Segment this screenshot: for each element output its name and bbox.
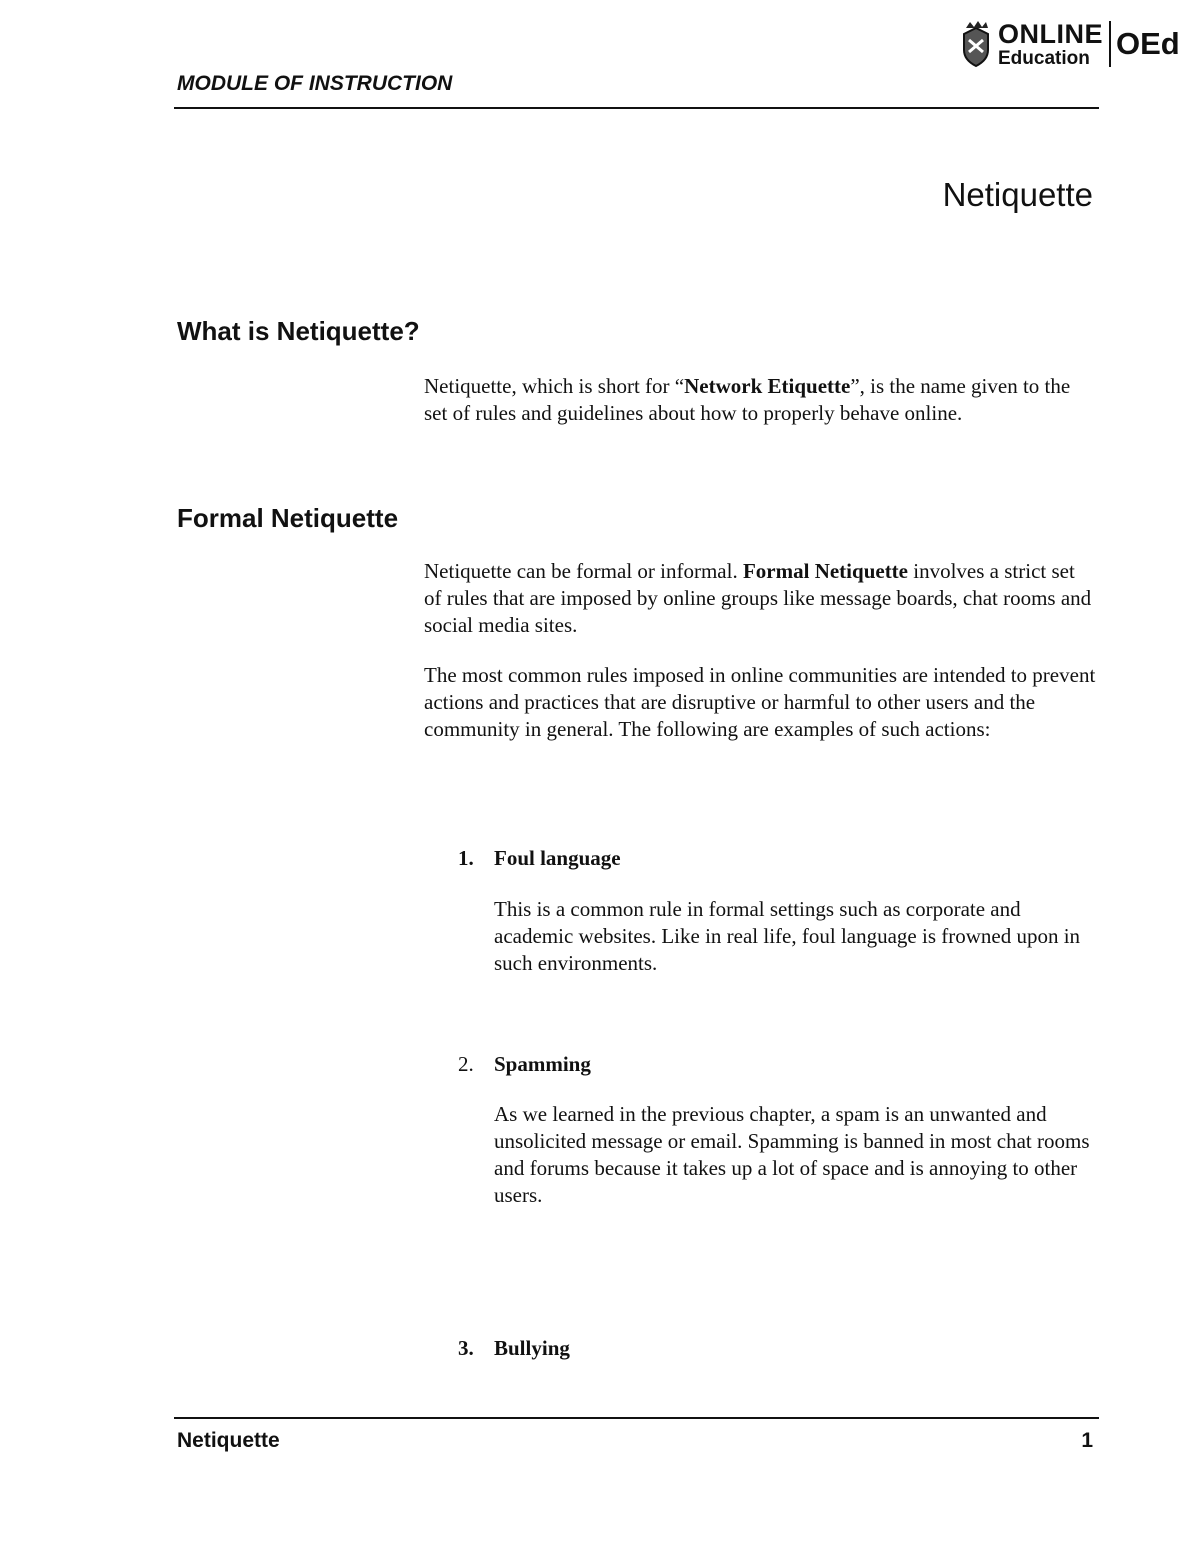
footer-title: Netiquette: [177, 1429, 280, 1452]
formal-intro-paragraph: [424, 558, 1096, 639]
list-item-body: This is a common rule in formal settings such as corporate and academic websites. Like in real life, foul language is frowned upon in such environments.: [494, 897, 1081, 975]
definition-paragraph: [424, 373, 1096, 427]
list-item-title: [458, 1336, 570, 1361]
shield-crest-icon: [960, 20, 992, 68]
page-title: Netiquette: [942, 176, 1093, 213]
logo-wordmark: [998, 18, 1104, 69]
text-run: ”, is the name given to the set of rules and guidelines about how to properly behave online.: [424, 374, 1071, 425]
list-item-number: 1.: [458, 846, 474, 870]
text-run: Netiquette, which is short for “: [424, 374, 685, 398]
list-item-body: As we learned in the previous chapter, a spam is an unwanted and unsolicited message or email. Spamming is banned in most chat rooms and forums because it takes up a lot of space and is annoying to other users.: [494, 1102, 1090, 1207]
bold-term: Formal Netiquette: [742, 559, 908, 583]
page-number: 1: [1081, 1429, 1093, 1452]
logo-abbreviation: OEd: [1116, 26, 1180, 61]
header-rule: [174, 107, 1099, 109]
list-item-heading: Foul language: [494, 846, 621, 870]
list-item-title: [458, 1052, 591, 1077]
common-rules-paragraph: The most common rules imposed in online communities are intended to prevent actions and practices that are disruptive or harmful to other users and the community in general. The following are examples of such actions:: [424, 663, 1096, 741]
logo-divider: [1109, 21, 1111, 67]
logo-line-online: ONLINE: [998, 18, 1104, 49]
section-heading-what-is-netiquette: What is Netiquette?: [177, 316, 420, 346]
text-run: involves a strict set of rules that are imposed by online groups like message boards, chat rooms and social media sites.: [424, 559, 1092, 637]
text-run: Netiquette can be formal or informal.: [424, 559, 743, 583]
list-item-heading: Bullying: [494, 1336, 570, 1360]
list-item-number: 3.: [458, 1336, 474, 1360]
footer-rule: [174, 1417, 1099, 1419]
bold-term: Network Etiquette: [684, 374, 851, 398]
logo-line-education: Education: [998, 47, 1090, 69]
list-item-number: 2.: [458, 1052, 474, 1076]
list-item-heading: Spamming: [494, 1052, 591, 1076]
online-education-logo: [960, 18, 1190, 70]
module-label: MODULE OF INSTRUCTION: [177, 72, 453, 95]
section-heading-formal-netiquette: Formal Netiquette: [177, 503, 399, 533]
list-item-title: [458, 846, 621, 871]
